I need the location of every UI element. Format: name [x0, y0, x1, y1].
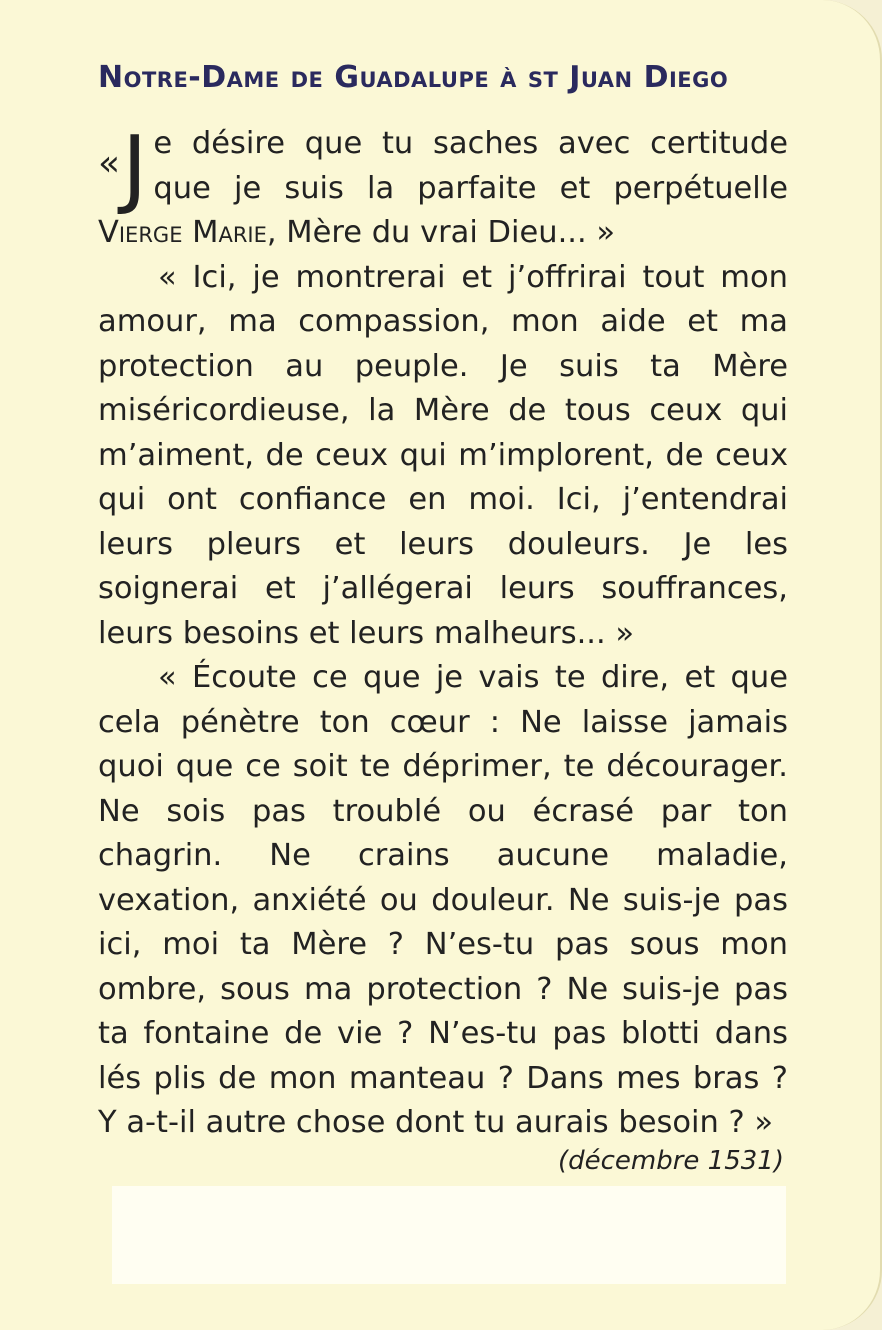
card-body — [98, 118, 788, 1146]
paragraph-3: « Écoute ce que je vais te dire, et que cela pénètre ton cœur : Ne laisse jamais quoi que ce soit te déprimer, te décourager. Ne sois pas troublé ou écrasé par ton chagrin. Ne crains aucune maladie, vexation, anxiété ou douleur. Ne suis-je pas ici, moi ta Mère ? N’es-tu pas sous mon ombre, sous ma protection ? Ne suis-je pas ta fontaine de vie ? N’es-tu pas blotti dans lés plis de mon manteau ? Dans mes bras ? Y a-t-il autre chose dont tu aurais besoin ? » — [98, 660, 788, 1140]
paragraph-1-name: Vierge Marie — [98, 215, 267, 250]
opening-quote: « — [98, 143, 121, 184]
paragraph-2: « Ici, je montrerai et j’offrirai tout mon amour, ma compassion, mon aide et ma protection au peuple. Je suis ta Mère miséricordieuse, la Mère de tous ceux qui m’aiment, de ceux qui m’implorent, de ceux qui ont confiance en moi. Ici, j’entendrai leurs pleurs et leurs douleurs. Je les soignerai et j’allégerai leurs souffrances, leurs besoins et leurs malheurs... » — [98, 259, 788, 651]
paragraph-1-text-a: e désire que tu saches avec certitude que je suis la parfaite et perpétuelle — [153, 126, 788, 206]
blank-label-area — [112, 1186, 786, 1284]
card-title: Notre-Dame de Guadalupe à st Juan Diego — [98, 60, 729, 95]
paragraph-1 — [98, 118, 788, 256]
date-caption: (décembre 1531) — [557, 1146, 784, 1176]
paragraph-1-text-b: , Mère du vrai Dieu... » — [266, 215, 616, 250]
drop-cap-letter: J — [122, 118, 148, 218]
